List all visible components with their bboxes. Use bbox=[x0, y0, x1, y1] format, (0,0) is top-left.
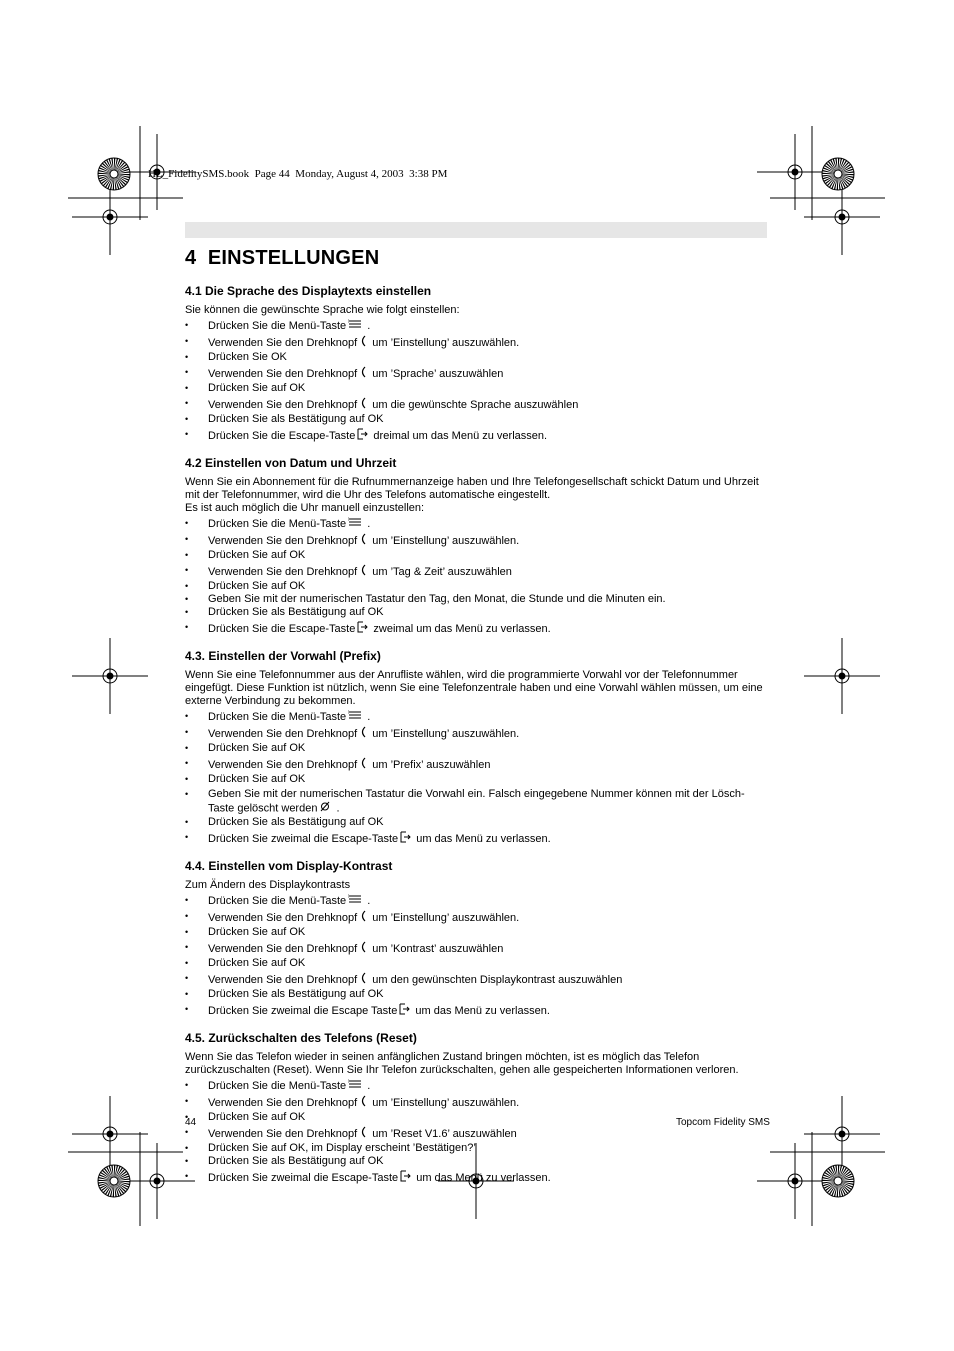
list-item bbox=[185, 1095, 770, 1111]
knob-icon bbox=[359, 972, 367, 988]
step-text: Verwenden Sie den Drehknopf bbox=[208, 727, 358, 740]
list-item bbox=[185, 941, 770, 957]
delete-icon bbox=[319, 801, 331, 816]
step-text: Drücken Sie auf OK bbox=[208, 742, 306, 754]
knob-icon bbox=[359, 335, 367, 351]
step-text-end: um ’Prefix’ auszuwählen bbox=[369, 758, 491, 771]
list-item bbox=[185, 773, 770, 786]
section-title: 4.4. Einstellen vom Display-Kontrast bbox=[185, 859, 393, 873]
star-target-icon bbox=[98, 1165, 130, 1197]
step-text: Drücken Sie auf OK bbox=[208, 957, 306, 969]
step-text: Geben Sie mit der numerischen Tastatur den Tag, den Monat, die Stunde und die Minuten ein. bbox=[208, 593, 666, 605]
step-text: Geben Sie mit der numerischen Tastatur die Vorwahl ein. Falsch eingegebene Nummer können mit der Lösch-Taste gelöscht werden bbox=[208, 788, 745, 815]
section-title: 4.3. Einstellen der Vorwahl (Prefix) bbox=[185, 649, 381, 663]
list-item bbox=[185, 549, 770, 562]
print-info: HL_FidelitySMS.book Page 44 Monday, August 4, 2003 3:38 PM bbox=[148, 168, 448, 180]
knob-icon bbox=[359, 366, 367, 382]
step-text: Drücken Sie die Menü-Taste bbox=[208, 1079, 347, 1092]
list-item bbox=[185, 351, 770, 364]
section-intro: Sie können die gewünschte Sprache wie folgt einstellen: bbox=[185, 304, 460, 316]
list-item bbox=[185, 1126, 770, 1142]
menu-icon bbox=[348, 894, 362, 908]
step-text-end: um ’Sprache’ auszuwählen bbox=[369, 367, 504, 380]
step-list bbox=[185, 710, 770, 847]
knob-icon bbox=[359, 564, 367, 580]
step-text-end: . bbox=[364, 710, 371, 723]
step-text: Drücken Sie als Bestätigung auf OK bbox=[208, 988, 384, 1000]
list-item bbox=[185, 710, 770, 724]
list-item bbox=[185, 1155, 770, 1168]
step-text-end: zweimal um das Menü zu verlassen. bbox=[370, 622, 551, 635]
list-item bbox=[185, 816, 770, 829]
step-text-end: um ’Reset V1.6’ auszuwählen bbox=[369, 1127, 517, 1140]
step-text: Drücken Sie auf OK bbox=[208, 926, 306, 938]
knob-icon bbox=[359, 1126, 367, 1142]
list-item bbox=[185, 606, 770, 619]
chapter-number: 4 bbox=[185, 247, 197, 269]
step-text: Drücken Sie auf OK, im Display erscheint ’Bestätigen?’ bbox=[208, 1142, 476, 1154]
footer-product: Topcom Fidelity SMS bbox=[676, 1117, 770, 1128]
step-text: Verwenden Sie den Drehknopf bbox=[208, 911, 358, 924]
step-text: Verwenden Sie den Drehknopf bbox=[208, 398, 358, 411]
step-text-end: dreimal um das Menü zu verlassen. bbox=[370, 429, 548, 442]
step-text: Drücken Sie OK bbox=[208, 351, 287, 363]
knob-icon bbox=[359, 397, 367, 413]
step-text: Verwenden Sie den Drehknopf bbox=[208, 942, 358, 955]
list-item bbox=[185, 910, 770, 926]
step-text: Drücken Sie auf OK bbox=[208, 1111, 306, 1123]
step-text: Drücken Sie die Escape-Taste bbox=[208, 622, 356, 635]
step-list bbox=[185, 517, 770, 637]
step-text-end: . bbox=[333, 802, 340, 815]
knob-icon bbox=[359, 757, 367, 773]
list-item bbox=[185, 1003, 770, 1019]
step-text: Drücken Sie zweimal die Escape Taste bbox=[208, 1004, 398, 1017]
list-item bbox=[185, 1079, 770, 1093]
section bbox=[185, 284, 770, 444]
list-item bbox=[185, 621, 770, 637]
step-text: Verwenden Sie den Drehknopf bbox=[208, 758, 358, 771]
step-text: Drücken Sie die Menü-Taste bbox=[208, 894, 347, 907]
section-intro: Wenn Sie das Telefon wieder in seinen anfänglichen Zustand bringen möchten, ist es möglich das Telefon zurückzuschalten (Reset). Wenn Sie Ihr Telefon zurückschalten, gehen alle gespeicherten Informationen verloren. bbox=[185, 1051, 739, 1076]
step-text-end: um den gewünschten Displaykontrast auszuwählen bbox=[369, 973, 623, 986]
escape-icon bbox=[357, 621, 368, 637]
escape-icon bbox=[357, 428, 368, 444]
escape-icon bbox=[399, 1003, 410, 1019]
step-text-end: . bbox=[364, 894, 371, 907]
list-item bbox=[185, 428, 770, 444]
list-item bbox=[185, 1142, 770, 1155]
step-text: Drücken Sie auf OK bbox=[208, 382, 306, 394]
step-text: Drücken Sie als Bestätigung auf OK bbox=[208, 1155, 384, 1167]
step-text-end: . bbox=[364, 517, 371, 530]
step-text: Verwenden Sie den Drehknopf bbox=[208, 565, 358, 578]
list-item bbox=[185, 757, 770, 773]
section-title: 4.1 Die Sprache des Displaytexts einstellen bbox=[185, 284, 432, 298]
knob-icon bbox=[359, 941, 367, 957]
header-bar bbox=[185, 222, 767, 238]
step-text: Drücken Sie als Bestätigung auf OK bbox=[208, 816, 384, 828]
list-item bbox=[185, 382, 770, 395]
step-list bbox=[185, 1079, 770, 1186]
menu-icon bbox=[348, 1079, 362, 1093]
step-text: Drücken Sie die Menü-Taste bbox=[208, 319, 347, 332]
section-title: 4.5. Zurückschalten des Telefons (Reset) bbox=[185, 1031, 417, 1045]
step-text-end: um das Menü zu verlassen. bbox=[413, 832, 551, 845]
chapter-title bbox=[185, 247, 379, 270]
step-text: Verwenden Sie den Drehknopf bbox=[208, 534, 358, 547]
list-item bbox=[185, 593, 770, 606]
knob-icon bbox=[359, 726, 367, 742]
menu-icon bbox=[348, 319, 362, 333]
list-item bbox=[185, 926, 770, 939]
star-target-icon bbox=[822, 158, 854, 190]
knob-icon bbox=[359, 1095, 367, 1111]
step-text-end: . bbox=[364, 319, 371, 332]
page-number: 44 bbox=[185, 1117, 197, 1128]
section-title: 4.2 Einstellen von Datum und Uhrzeit bbox=[185, 456, 397, 470]
step-text: Drücken Sie als Bestätigung auf OK bbox=[208, 413, 384, 425]
section bbox=[185, 649, 770, 847]
knob-icon bbox=[359, 533, 367, 549]
step-text: Verwenden Sie den Drehknopf bbox=[208, 367, 358, 380]
list-item bbox=[185, 366, 770, 382]
step-text-end: um ’Einstellung’ auszuwählen. bbox=[369, 1096, 520, 1109]
step-text: Verwenden Sie den Drehknopf bbox=[208, 336, 358, 349]
section-intro: Wenn Sie ein Abonnement für die Rufnummernanzeige haben und Ihre Telefongesellschaft schickt Datum und Uhrzeit mit der Telefonnummer, wird die Uhr des Telefons automatische eingestellt. bbox=[185, 476, 759, 501]
step-text-end: . bbox=[364, 1079, 371, 1092]
step-text: Verwenden Sie den Drehknopf bbox=[208, 1127, 358, 1140]
list-item bbox=[185, 894, 770, 908]
section-intro: Zum Ändern des Displaykontrasts bbox=[185, 879, 351, 891]
section bbox=[185, 1031, 770, 1186]
section-intro: Es ist auch möglich die Uhr manuell einzustellen: bbox=[185, 502, 425, 514]
chapter-name: EINSTELLUNGEN bbox=[207, 247, 380, 269]
step-text: Drücken Sie die Menü-Taste bbox=[208, 517, 347, 530]
step-text: Drücken Sie die Escape-Taste bbox=[208, 429, 356, 442]
main-content bbox=[185, 284, 770, 1198]
list-item bbox=[185, 580, 770, 593]
step-text-end: um das Menü zu verlassen. bbox=[412, 1004, 550, 1017]
step-text: Drücken Sie als Bestätigung auf OK bbox=[208, 606, 384, 618]
step-text-end: um das Menü zu verlassen. bbox=[413, 1171, 551, 1184]
step-text-end: um ’Kontrast’ auszuwählen bbox=[369, 942, 504, 955]
step-text: Drücken Sie auf OK bbox=[208, 773, 306, 785]
menu-icon bbox=[348, 710, 362, 724]
list-item bbox=[185, 788, 770, 816]
step-text-end: um ’Einstellung’ auszuwählen. bbox=[369, 336, 520, 349]
list-item bbox=[185, 319, 770, 333]
list-item bbox=[185, 831, 770, 847]
list-item bbox=[185, 335, 770, 351]
step-text-end: um ’Einstellung’ auszuwählen. bbox=[369, 534, 520, 547]
list-item bbox=[185, 564, 770, 580]
menu-icon bbox=[348, 517, 362, 531]
escape-icon bbox=[400, 1170, 411, 1186]
step-text: Drücken Sie auf OK bbox=[208, 549, 306, 561]
step-list bbox=[185, 894, 770, 1019]
section bbox=[185, 456, 770, 637]
list-item bbox=[185, 533, 770, 549]
list-item bbox=[185, 988, 770, 1001]
step-text: Drücken Sie die Menü-Taste bbox=[208, 710, 347, 723]
star-target-icon bbox=[822, 1165, 854, 1197]
step-text: Verwenden Sie den Drehknopf bbox=[208, 973, 358, 986]
step-text-end: um ’Einstellung’ auszuwählen. bbox=[369, 727, 520, 740]
list-item bbox=[185, 397, 770, 413]
star-target-icon bbox=[98, 158, 130, 190]
step-text-end: um ’Einstellung’ auszuwählen. bbox=[369, 911, 520, 924]
escape-icon bbox=[400, 831, 411, 847]
knob-icon bbox=[359, 910, 367, 926]
list-item bbox=[185, 726, 770, 742]
step-text: Verwenden Sie den Drehknopf bbox=[208, 1096, 358, 1109]
section bbox=[185, 859, 770, 1019]
list-item bbox=[185, 413, 770, 426]
list-item bbox=[185, 1170, 770, 1186]
list-item bbox=[185, 957, 770, 970]
step-text-end: um die gewünschte Sprache auszuwählen bbox=[369, 398, 579, 411]
step-list bbox=[185, 319, 770, 444]
section-intro: Wenn Sie eine Telefonnummer aus der Anrufliste wählen, wird die programmierte Vorwahl vor der Telefonnummer eingefügt. Diese Funktion ist nützlich, wenn Sie eine Telefonzentrale haben und eine Vorwahl wählen müssen, um eine externe Verbindung zu bekommen. bbox=[185, 669, 763, 707]
list-item bbox=[185, 972, 770, 988]
step-text: Drücken Sie auf OK bbox=[208, 580, 306, 592]
step-text: Drücken Sie zweimal die Escape-Taste bbox=[208, 832, 399, 845]
step-text-end: um ’Tag & Zeit’ auszuwählen bbox=[369, 565, 512, 578]
list-item bbox=[185, 742, 770, 755]
step-text: Drücken Sie zweimal die Escape-Taste bbox=[208, 1171, 399, 1184]
list-item bbox=[185, 517, 770, 531]
